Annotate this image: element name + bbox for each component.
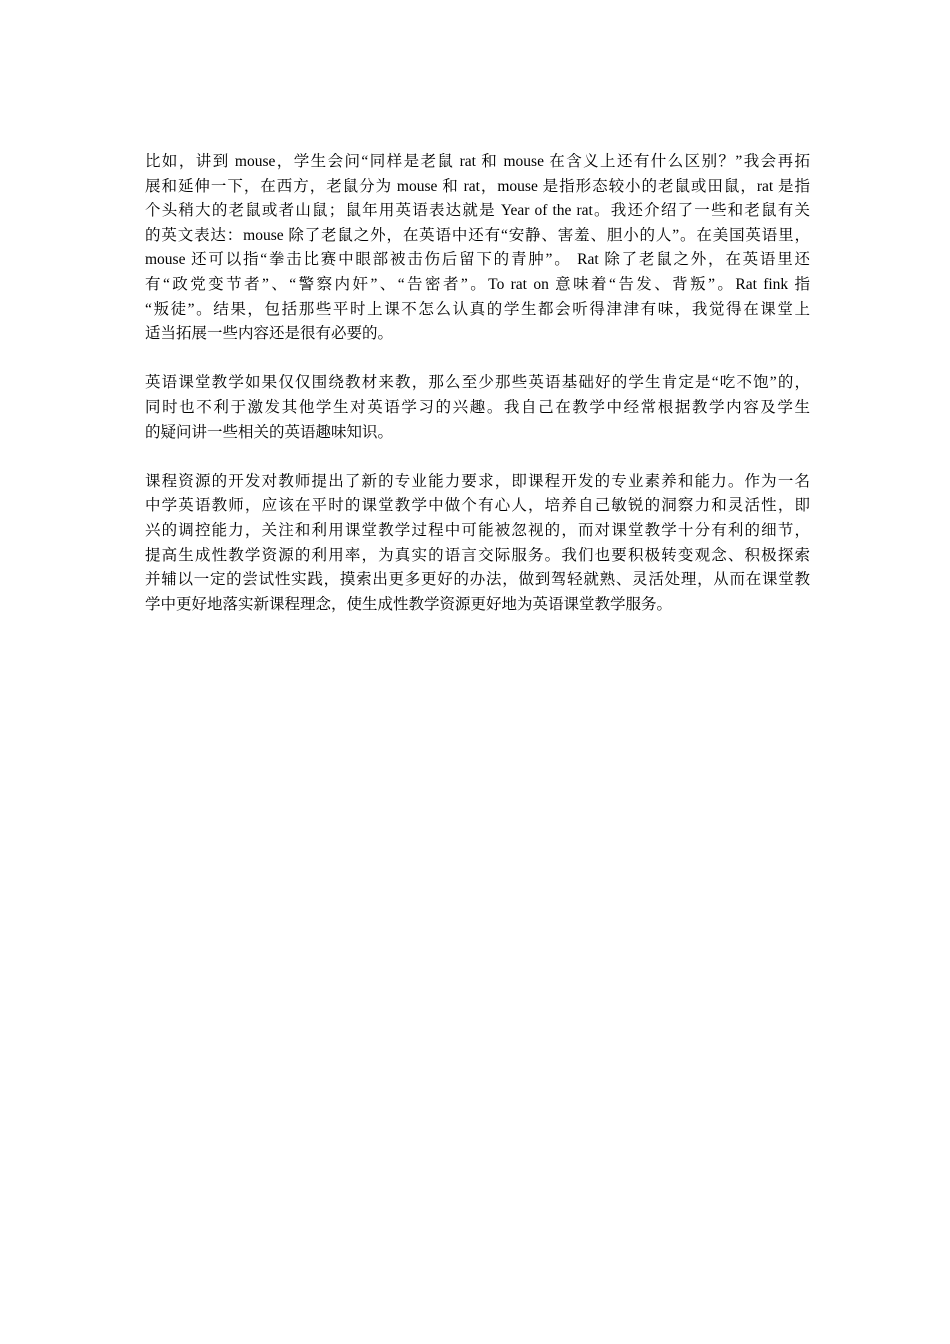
text-line: 个头稍大的老鼠或者山鼠；鼠年用英语表达就是 Year of the rat。我还介绍了一些和老鼠有关 (145, 202, 810, 220)
text-line: 学中更好地落实新课程理念，使生成性教学资源更好地为英语课堂教学服务。 (145, 595, 673, 613)
paragraph-2 (145, 371, 810, 445)
text-line: 有“政党变节者”、“警察内奸”、“告密者”。To rat on 意味着“告发、背叛”。Rat fink 指 (145, 275, 810, 293)
text-line: 并辅以一定的尝试性实践，摸索出更多更好的办法，做到驾轻就熟、灵活处理，从而在课堂教 (145, 571, 810, 589)
text-line: 提高生成性教学资源的利用率，为真实的语言交际服务。我们也要积极转变观念、积极探索 (145, 546, 810, 564)
text-line: 比如，讲到 mouse，学生会问“同样是老鼠 rat 和 mouse 在含义上还有什么区别？”我会再拓 (145, 153, 810, 170)
text-line: 中学英语教师，应该在平时的课堂教学中做个有心人，培养自己敏锐的洞察力和灵活性，即 (145, 497, 810, 515)
text-line: 的疑问讲一些相关的英语趣味知识。 (145, 423, 394, 441)
text-line: 适当拓展一些内容还是很有必要的。 (145, 325, 394, 343)
text-line: 兴的调控能力，关注和利用课堂教学过程中可能被忽视的，而对课堂教学十分有利的细节， (145, 521, 810, 539)
text-line: 课程资源的开发对教师提出了新的专业能力要求，即课程开发的专业素养和能力。作为一名 (145, 472, 810, 490)
text-line: “叛徒”。结果，包括那些平时上课不怎么认真的学生都会听得津津有味，我觉得在课堂上 (145, 300, 810, 318)
text-line: 同时也不利于激发其他学生对英语学习的兴趣。我自己在教学中经常根据教学内容及学生 (145, 398, 810, 416)
text-line: 的英文表达：mouse 除了老鼠之外，在英语中还有“安静、害羞、胆小的人”。在美国英语里， (145, 226, 810, 244)
paragraph-3 (145, 470, 810, 618)
text-line: mouse 还可以指“拳击比赛中眼部被击伤后留下的青肿”。 Rat 除了老鼠之外，在英语里还 (145, 251, 810, 269)
document-body (145, 150, 810, 642)
text-line: 英语课堂教学如果仅仅围绕教材来教，那么至少那些英语基础好的学生肯定是“吃不饱”的， (145, 374, 810, 392)
paragraph-1 (145, 150, 810, 347)
text-line: 展和延伸一下，在西方，老鼠分为 mouse 和 rat，mouse 是指形态较小的老鼠或田鼠，rat 是指 (145, 177, 810, 195)
